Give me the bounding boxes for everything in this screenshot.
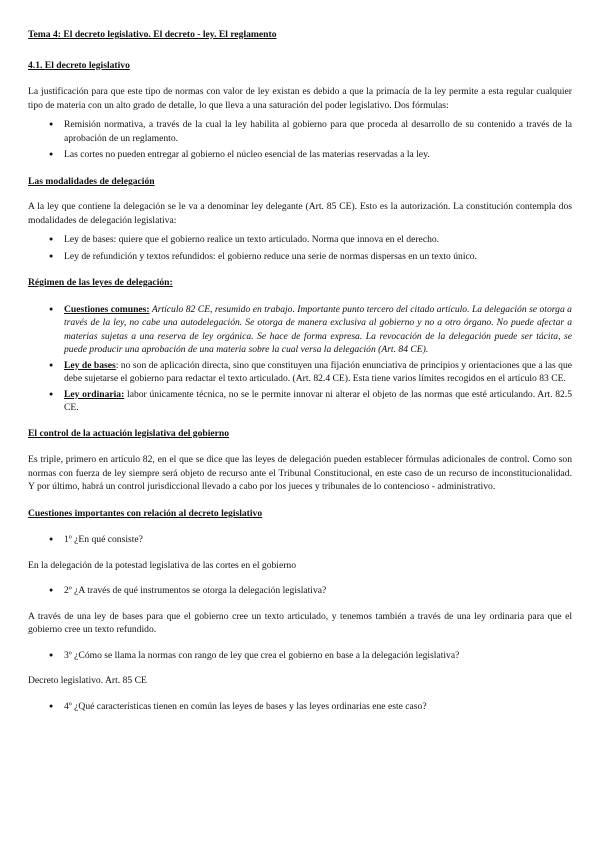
question-item [28, 533, 572, 547]
bullet-list-formulas [28, 118, 572, 162]
term-text: Artículo 82 CE, resumido en trabajo. Importante punto tercero del citado artículo. La delegación se otorga a través de la ley, no cabe una autodelegación. Se otorga de manera exclusiva al gobierno y no a otro órgano. No puede afectar a materias sujetas a una reserva de ley orgánica. Se hace de forma expresa. La revocación de la delegación puede ser tácita, se puede producir una aprobación de una materia sobre la cual versa la delegación (Art. 84 CE). [64, 303, 572, 355]
term-label: Ley de bases [64, 359, 116, 371]
question: ● 2º ¿A través de qué instrumentos se otorga la delegación legislativa? [64, 584, 572, 598]
bullet-list-regimen [28, 303, 572, 415]
question: ● 4º ¿Qué características tienen en común las leyes de bases y las leyes ordinarias ene este caso? [64, 700, 572, 714]
list-item: ● Ley de refundición y textos refundidos: el gobierno reduce una serie de normas dispersas en un texto único. [64, 250, 572, 264]
term-text: labor únicamente técnica, no se le permite innovar ni alterar el objeto de las normas que esté articulando. Art. 82.5 CE. [64, 388, 572, 413]
list-item: ● Las cortes no pueden entregar al gobierno el núcleo esencial de las materias reservadas a la ley. [64, 148, 572, 162]
question: ● 3º ¿Cómo se llama la normas con rango de ley que crea el gobierno en base a la delegación legislativa? [64, 649, 572, 663]
bullet-list-modalidades [28, 233, 572, 263]
paragraph-justificacion: La justificación para que este tipo de normas con valor de ley existan es debido a que la primacía de la ley permite a esta regular cualquier tipo de materia con un alto grado de detalle, lo que lleva a una saturación del poder legislativo. Dos fórmulas: [28, 86, 572, 111]
answer: A través de una ley de bases para que el gobierno cree un texto articulado, y tenemos también a través de una ley ordinaria para que el gobierno cree un texto refundido. [28, 610, 572, 635]
section-heading-regimen: Régimen de las leyes de delegación: [28, 277, 173, 288]
list-item [64, 388, 572, 415]
section-heading-modalidades: Las modalidades de delegación [28, 175, 155, 187]
answer: Decreto legislativo. Art. 85 CE [28, 675, 147, 686]
question-item [28, 584, 572, 598]
list-item [64, 359, 572, 386]
term-label: Ley ordinaria: [64, 388, 125, 400]
list-item: ● Ley de bases: quiere que el gobierno realice un texto articulado. Norma que innova en el derecho. [64, 233, 572, 247]
term-label: Cuestiones comunes: [64, 303, 150, 315]
section-heading-4-1: 4.1. El decreto legislativo [28, 59, 130, 71]
term-text: : no son de aplicación directa, sino que constituyen una fijación enunciativa de principios y orientaciones que a las que debe sujetarse el gobierno para redactar el texto articulado. (Art. 82.4 CE). Esta tiene varios límites recogidos en el artículo 83 CE. [64, 359, 573, 384]
paragraph-control: Es triple, primero en artículo 82, en el que se dice que las leyes de delegación pueden establecer fórmulas adicionales de control. Como son normas con fuerza de ley siempre será objeto de recurso ante el Tribunal Constitucional, en este caso de un recurso de inconstitucionalidad. Y por último, habrá un control jurisdiccional llevado a cabo por los jueces y tribunales de lo contencioso - administrativo. [28, 454, 572, 492]
section-heading-control: El control de la actuación legislativa del gobierno [28, 427, 230, 439]
paragraph-modalidades: A la ley que contiene la delegación se le va a denominar ley delegante (Art. 85 CE). Esto es la autorización. La constitución contempla dos modalidades de delegación legislativa: [28, 201, 572, 226]
document-title: Tema 4: El decreto legislativo. El decreto - ley. El reglamento [28, 29, 277, 40]
question-item [28, 649, 572, 663]
section-heading-cuestiones: Cuestiones importantes con relación al decreto legislativo [28, 507, 263, 519]
question-item [28, 700, 572, 714]
question: ● 1º ¿En qué consiste? [64, 533, 572, 547]
list-item: ● Remisión normativa, a través de la cual la ley habilita al gobierno para que proceda al desarrollo de su contenido a través de la aprobación de un reglamento. [64, 118, 572, 145]
list-item [64, 303, 572, 357]
answer: En la delegación de la potestad legislativa de las cortes en el gobierno [28, 559, 296, 571]
